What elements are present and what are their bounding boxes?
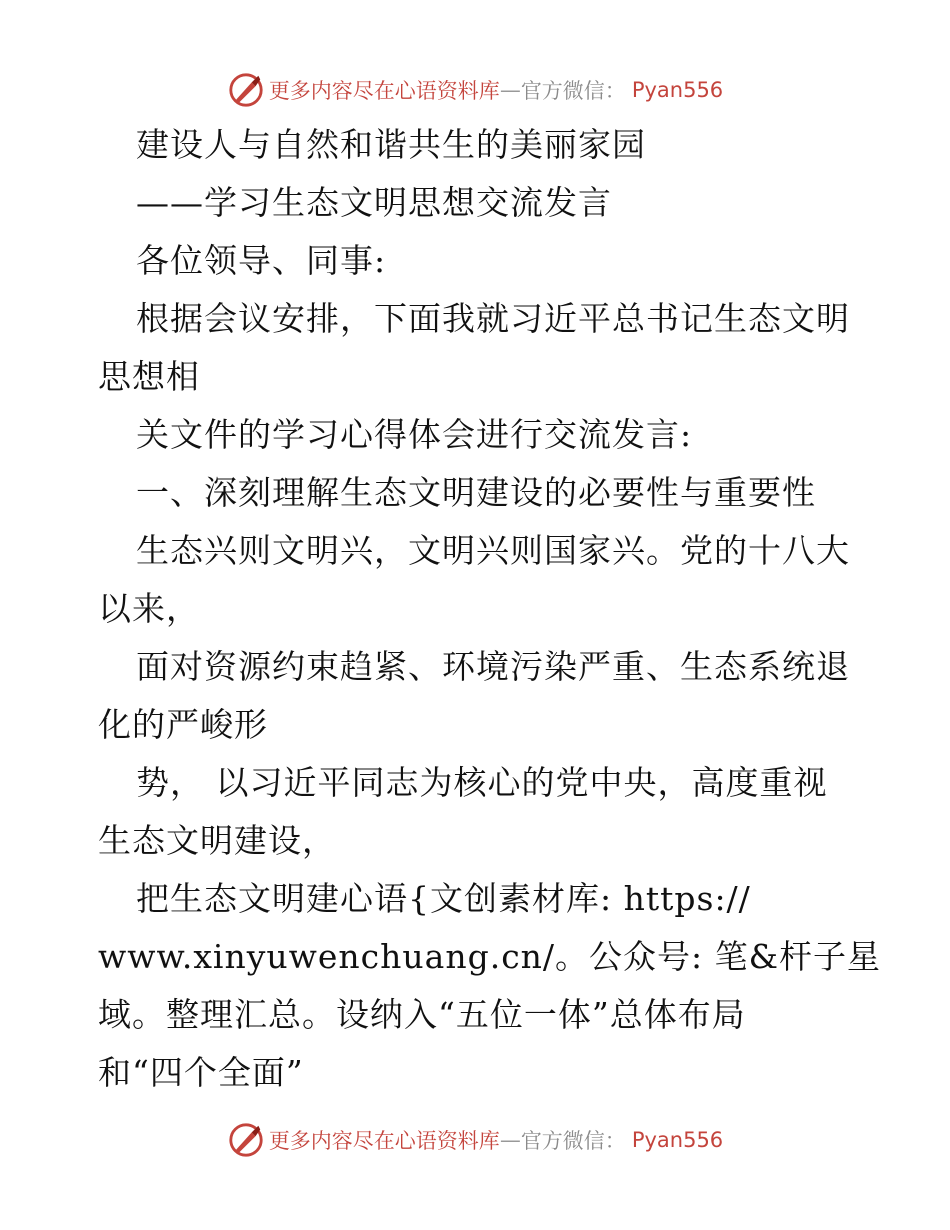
banner-separator: — (499, 1128, 521, 1152)
document-body (98, 116, 882, 1102)
document-greeting: 各位领导、同事: (136, 241, 387, 280)
banner-wechat-label: 官方微信： (520, 1129, 626, 1153)
document-subtitle: ——学习生态文明思想交流发言 (136, 183, 612, 222)
banner-tagline: 更多内容尽在心语资料库 (268, 1129, 500, 1153)
paragraph-line: 势， 以习近平同志为核心的党中央，高度重视 (136, 763, 828, 802)
paragraph-line: 化的严峻形 (98, 705, 268, 744)
paragraph-line: 关文件的学习心得体会进行交流发言: (136, 415, 693, 454)
quill-logo-icon (227, 71, 265, 109)
banner-wechat-id: Pyan556 (631, 78, 724, 102)
section-heading: 一、深刻理解生态文明建设的必要性与重要性 (136, 473, 816, 512)
paragraph-line: 域。整理汇总。设纳入“五位一体”总体布局 (98, 995, 746, 1034)
paragraph-line: 生态兴则文明兴，文明兴则国家兴。党的十八大 (136, 531, 850, 570)
paragraph-line: 把生态文明建心语{文创素材库: https:// (136, 879, 751, 918)
paragraph-line: www.xinyuwenchuang.cn/。公众号: 笔&杆子星 (98, 937, 882, 976)
quill-logo-icon (227, 1121, 265, 1159)
footer-banner (0, 1118, 950, 1162)
banner-tagline: 更多内容尽在心语资料库 (268, 79, 500, 103)
banner-wechat-label: 官方微信： (520, 79, 626, 103)
document-title: 建设人与自然和谐共生的美丽家园 (136, 125, 646, 164)
paragraph-line: 和“四个全面” (98, 1053, 304, 1092)
paragraph-line: 生态文明建设， (98, 821, 336, 860)
paragraph-line: 根据会议安排，下面我就习近平总书记生态文明 (136, 299, 850, 338)
paragraph-line: 思想相 (98, 357, 200, 396)
header-banner (0, 68, 950, 112)
paragraph-line: 面对资源约束趋紧、环境污染严重、生态系统退 (136, 647, 850, 686)
banner-separator: — (499, 78, 521, 102)
paragraph-line: 以来， (98, 589, 200, 628)
banner-wechat-id: Pyan556 (631, 1128, 724, 1152)
